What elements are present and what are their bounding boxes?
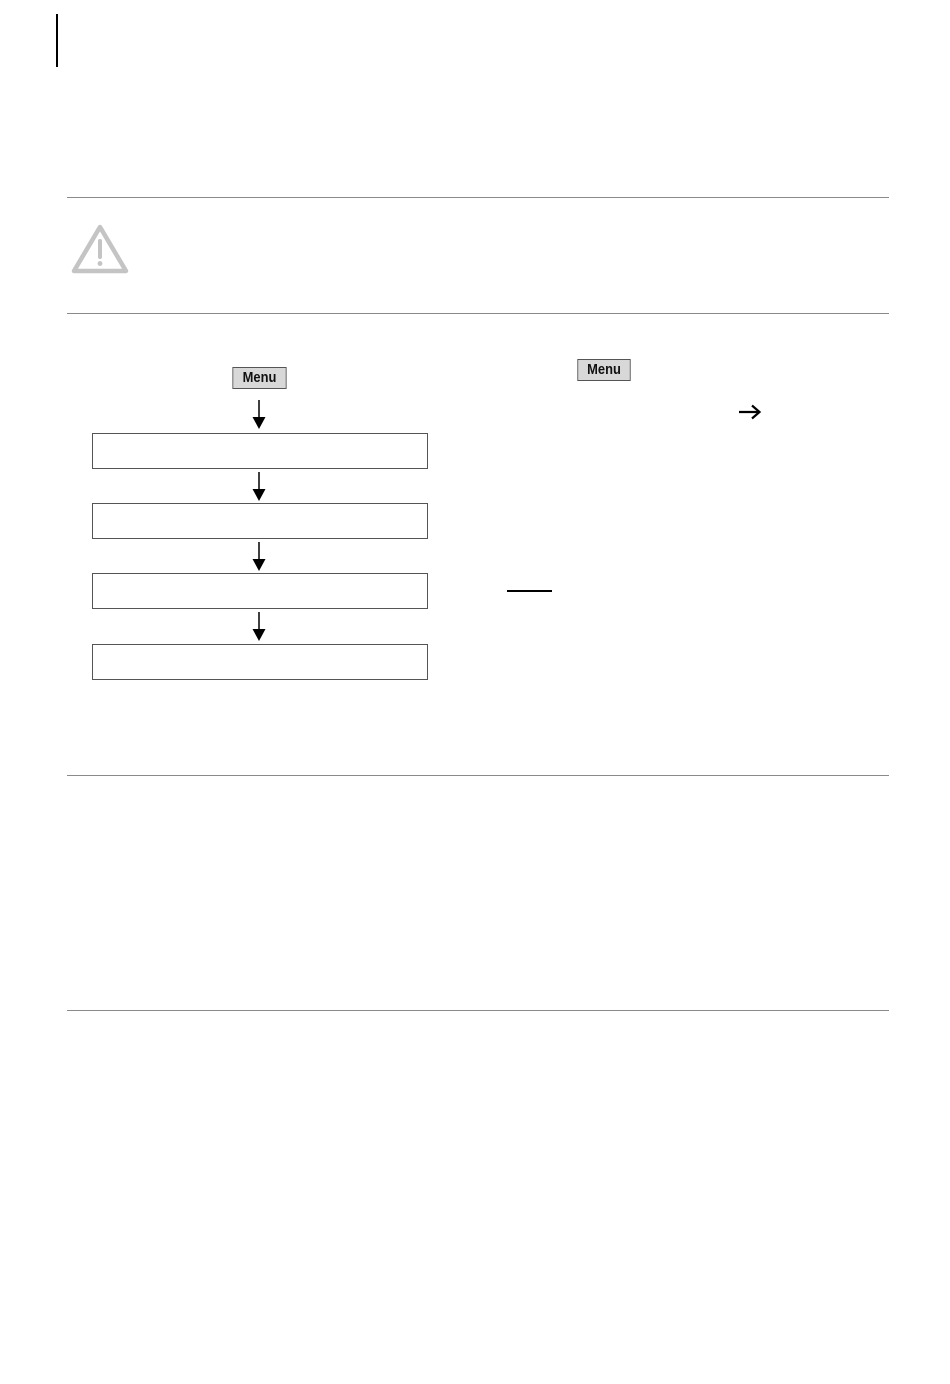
divider-middle <box>67 775 889 776</box>
arrow-down-icon <box>250 400 268 430</box>
arrow-down-icon <box>250 612 268 642</box>
underline-mark <box>507 590 552 592</box>
divider-bottom <box>67 1010 889 1011</box>
flow-step-box <box>92 573 428 609</box>
flow-step-box <box>92 644 428 680</box>
margin-bar <box>56 14 58 67</box>
menu-button[interactable]: Menu <box>232 367 286 389</box>
flow-step-box <box>92 503 428 539</box>
divider-warning-bottom <box>67 313 889 314</box>
menu-button-inline[interactable]: Menu <box>577 359 630 381</box>
arrow-down-icon <box>250 472 268 502</box>
warning-triangle-icon <box>70 222 130 276</box>
divider-top <box>67 197 889 198</box>
arrow-down-icon <box>250 542 268 572</box>
flow-step-box <box>92 433 428 469</box>
arrow-right-icon <box>736 400 764 424</box>
